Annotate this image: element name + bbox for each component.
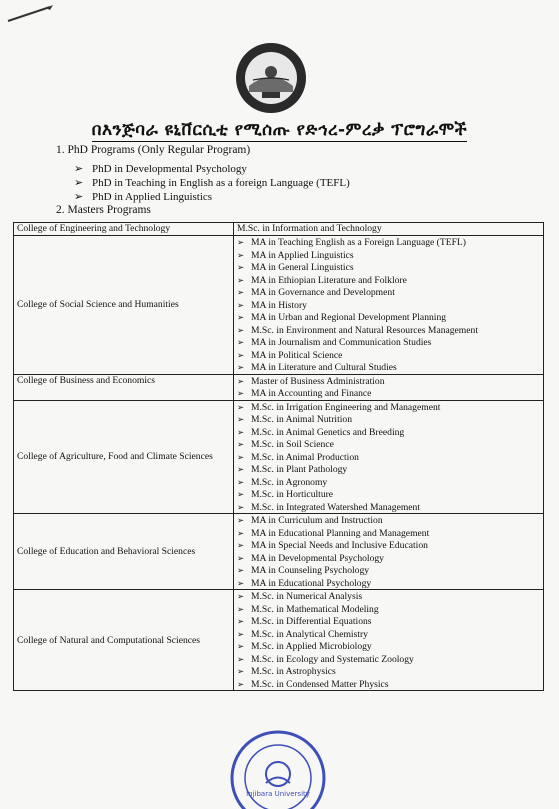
program-name: MA in Curriculum and Instruction	[251, 515, 383, 526]
program-list-cell	[234, 400, 544, 514]
program-item	[237, 653, 540, 666]
program-item	[237, 324, 540, 337]
program-name: MA in Special Needs and Inclusive Education	[251, 540, 428, 551]
program-item	[237, 261, 540, 274]
program-item	[237, 527, 540, 540]
arrow-bullet-icon: ➢	[74, 163, 84, 175]
program-name: MA in Journalism and Communication Studies	[251, 337, 432, 348]
program-item	[237, 501, 540, 514]
arrow-bullet-icon: ➢	[237, 426, 245, 437]
program-cell: M.Sc. in Information and Technology	[234, 223, 544, 236]
arrow-bullet-icon: ➢	[237, 401, 245, 412]
arrow-bullet-icon: ➢	[237, 237, 245, 247]
program-item	[237, 615, 540, 628]
program-item	[237, 336, 540, 349]
program-item	[237, 678, 540, 691]
arrow-bullet-icon: ➢	[237, 591, 245, 601]
university-logo	[235, 42, 307, 114]
arrow-bullet-icon: ➢	[237, 324, 245, 335]
program-name: MA in Political Science	[251, 349, 343, 361]
document-title: በእንጅባራ ዩኒቨርሲቲ የሚሰጡ የድኅረ-ምረቃ ፕሮግራሞች	[91, 120, 468, 140]
arrow-bullet-icon: ➢	[237, 312, 245, 322]
program-name: MA in Teaching English as a Foreign Language (TEFL)	[251, 237, 466, 248]
program-name: M.Sc. in Numerical Analysis	[251, 591, 363, 602]
arrow-bullet-icon: ➢	[237, 628, 245, 639]
table-row	[14, 514, 544, 590]
arrow-bullet-icon: ➢	[237, 616, 245, 626]
table-row	[14, 236, 544, 375]
arrow-bullet-icon: ➢	[237, 565, 245, 575]
program-name: MA in Literature and Cultural Studies	[251, 362, 397, 373]
college-cell: College of Business and Economics	[14, 374, 234, 400]
program-item	[237, 426, 540, 439]
program-item	[237, 375, 540, 388]
program-name: M.Sc. in Animal Production	[251, 451, 359, 463]
arrow-bullet-icon: ➢	[237, 603, 245, 614]
arrow-bullet-icon: ➢	[237, 527, 245, 538]
program-list-cell	[234, 590, 544, 691]
program-item	[237, 577, 540, 590]
program-item	[237, 603, 540, 616]
program-item	[237, 590, 540, 603]
arrow-bullet-icon: ➢	[237, 641, 245, 651]
program-name: MA in Applied Linguistics	[251, 249, 354, 261]
phd-programs-heading: 1. PhD Programs (Only Regular Program)	[56, 144, 251, 156]
program-item	[237, 286, 540, 299]
arrow-bullet-icon: ➢	[237, 414, 245, 424]
list-item: ➢ PhD in Applied Linguistics	[74, 191, 213, 203]
program-item	[237, 640, 540, 653]
program-name: M.Sc. in Agronomy	[251, 476, 328, 488]
arrow-bullet-icon: ➢	[237, 299, 245, 310]
arrow-bullet-icon: ➢	[237, 653, 245, 664]
program-item	[237, 514, 540, 527]
program-item	[237, 476, 540, 489]
program-name: M.Sc. in Irrigation Engineering and Management	[251, 401, 441, 413]
table-row	[14, 590, 544, 691]
program-name: MA in Urban and Regional Development Planning	[251, 312, 447, 323]
program-item	[237, 349, 540, 362]
program-name: M.Sc. in Mathematical Modeling	[251, 603, 379, 615]
program-item	[237, 361, 540, 374]
program-item	[237, 236, 540, 249]
arrow-bullet-icon: ➢	[237, 666, 245, 676]
arrow-bullet-icon: ➢	[237, 552, 245, 563]
college-cell: College of Education and Behavioral Sciences	[14, 514, 234, 590]
program-item	[237, 413, 540, 426]
arrow-bullet-icon: ➢	[237, 388, 245, 398]
program-list-cell	[234, 236, 544, 375]
college-cell: College of Social Science and Humanities	[14, 236, 234, 375]
program-name: M.Sc. in Animal Genetics and Breeding	[251, 426, 405, 438]
program-item	[237, 249, 540, 262]
program-name: MA in Counseling Psychology	[251, 565, 370, 576]
arrow-bullet-icon: ➢	[74, 177, 84, 189]
program-list-cell	[234, 514, 544, 590]
arrow-bullet-icon: ➢	[237, 476, 245, 487]
arrow-bullet-icon: ➢	[237, 249, 245, 260]
arrow-bullet-icon: ➢	[237, 274, 245, 285]
program-name: M.Sc. in Horticulture	[251, 489, 334, 500]
arrow-bullet-icon: ➢	[237, 262, 245, 272]
program-name: MA in Developmental Psychology	[251, 552, 384, 564]
college-cell: College of Agriculture, Food and Climate Sciences	[14, 400, 234, 514]
program-name: M.Sc. in Condensed Matter Physics	[251, 678, 389, 690]
program-name: MA in Educational Psychology	[251, 577, 372, 589]
masters-programs-heading: 2. Masters Programs	[56, 204, 151, 216]
arrow-bullet-icon: ➢	[237, 678, 245, 689]
list-item: ➢ PhD in Teaching in English as a foreign Language (TEFL)	[74, 177, 350, 189]
college-cell: College of Natural and Computational Sciences	[14, 590, 234, 691]
arrow-bullet-icon: ➢	[237, 287, 245, 297]
program-name: M.Sc. in Soil Science	[251, 439, 334, 450]
phd-programs-list	[74, 162, 350, 204]
program-item	[237, 401, 540, 414]
program-item	[237, 628, 540, 641]
arrow-bullet-icon: ➢	[237, 439, 245, 449]
program-item	[237, 552, 540, 565]
program-item	[237, 387, 540, 400]
arrow-bullet-icon: ➢	[237, 501, 245, 512]
arrow-bullet-icon: ➢	[237, 489, 245, 499]
program-name: MA in General Linguistics	[251, 262, 354, 273]
program-name: M.Sc. in Ecology and Systematic Zoology	[251, 653, 414, 665]
pen-mark	[6, 4, 54, 24]
program-name: Master of Business Administration	[251, 375, 385, 387]
program-item	[237, 463, 540, 476]
program-item	[237, 665, 540, 678]
program-item	[237, 299, 540, 312]
program-name: M.Sc. in Integrated Watershed Management	[251, 501, 421, 513]
program-name: M.Sc. in Analytical Chemistry	[251, 628, 368, 640]
arrow-bullet-icon: ➢	[237, 349, 245, 360]
program-name: M.Sc. in Environment and Natural Resources Management	[251, 324, 478, 336]
arrow-bullet-icon: ➢	[237, 375, 245, 386]
program-name: MA in Governance and Development	[251, 287, 395, 298]
program-list-cell	[234, 374, 544, 400]
arrow-bullet-icon: ➢	[237, 515, 245, 525]
arrow-bullet-icon: ➢	[237, 362, 245, 372]
program-name: M.Sc. in Differential Equations	[251, 616, 372, 627]
program-item	[237, 564, 540, 577]
table-row	[14, 223, 544, 236]
program-item	[237, 488, 540, 501]
college-cell: College of Engineering and Technology	[14, 223, 234, 236]
program-item	[237, 539, 540, 552]
arrow-bullet-icon: ➢	[74, 191, 84, 203]
list-item: ➢ PhD in Developmental Psychology	[74, 163, 247, 175]
program-item	[237, 311, 540, 324]
arrow-bullet-icon: ➢	[237, 577, 245, 588]
program-name: M.Sc. in Plant Pathology	[251, 464, 348, 475]
program-item	[237, 451, 540, 464]
table-row	[14, 400, 544, 514]
program-name: M.Sc. in Applied Microbiology	[251, 641, 372, 652]
program-item	[237, 274, 540, 287]
program-name: M.Sc. in Animal Nutrition	[251, 414, 353, 425]
table-row	[14, 374, 544, 400]
arrow-bullet-icon: ➢	[237, 451, 245, 462]
arrow-bullet-icon: ➢	[237, 540, 245, 550]
arrow-bullet-icon: ➢	[237, 337, 245, 347]
arrow-bullet-icon: ➢	[237, 464, 245, 474]
program-name: MA in History	[251, 299, 307, 311]
program-name: MA in Educational Planning and Management	[251, 527, 430, 539]
official-stamp	[227, 727, 329, 809]
program-item	[237, 438, 540, 451]
masters-programs-table	[13, 222, 544, 691]
svg-text:Injibara University: Injibara University	[246, 790, 310, 798]
program-name: M.Sc. in Astrophysics	[251, 666, 336, 677]
program-name: MA in Ethiopian Literature and Folklore	[251, 274, 407, 286]
program-name: MA in Accounting and Finance	[251, 388, 372, 399]
